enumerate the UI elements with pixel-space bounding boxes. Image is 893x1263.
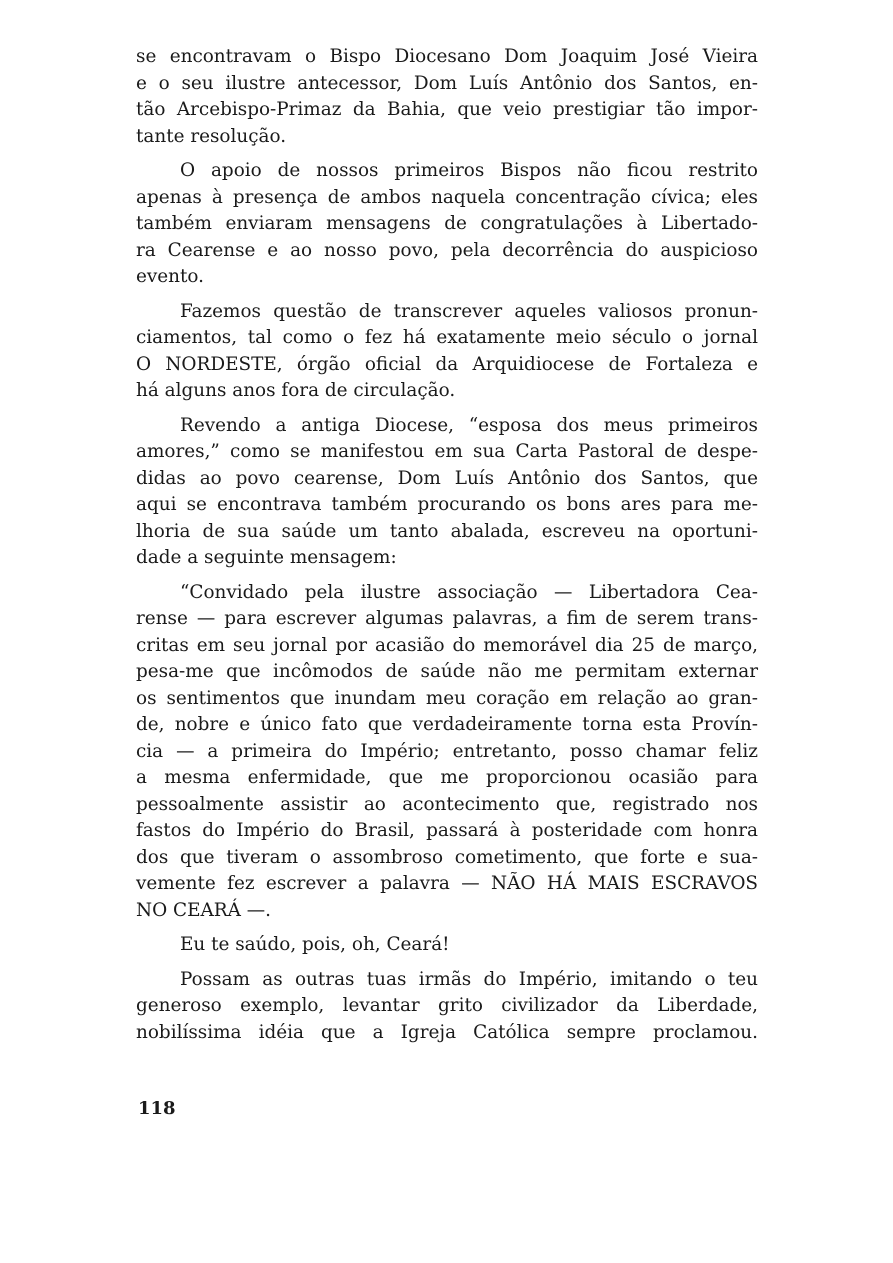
- text-line: pesa-me que incômodos de saúde não me permitam externar: [136, 661, 758, 682]
- paragraph: [136, 413, 758, 572]
- text-line: pessoalmente assistir ao acontecimento que, registrado nos: [136, 793, 758, 815]
- text-line: Revendo a antiga Diocese, “esposa dos meus primeiros: [180, 414, 758, 436]
- text-line: cia — a primeira do Império; entretanto, posso chamar feliz: [136, 740, 758, 762]
- text-line: “Convidado pela ilustre associação — Libertadora Cea-: [180, 581, 758, 603]
- text-line: e o seu ilustre antecessor, Dom Luís Antônio dos Santos, en-: [136, 72, 758, 94]
- text-line: fastos do Império do Brasil, passará à posteridade com honra: [136, 820, 758, 841]
- paragraph: [136, 44, 758, 150]
- text-line: apenas à presença de ambos naquela concentração cívica; eles: [136, 186, 758, 208]
- text-line: rense — para escrever algumas palavras, a fim de serem trans-: [136, 608, 758, 629]
- text-line: lhoria de sua saúde um tanto abalada, escreveu na oportuni-: [136, 520, 758, 542]
- text-line: O NORDESTE, órgão oficial da Arquidiocese de Fortaleza e: [136, 353, 758, 375]
- text-line: Eu te saúdo, pois, oh, Ceará!: [180, 934, 450, 955]
- paragraph: [136, 967, 758, 1047]
- text-line: dos que tiveram o assombroso cometimento, que forte e sua-: [136, 846, 758, 868]
- text-line: O apoio de nossos primeiros Bispos não ficou restrito: [180, 160, 758, 181]
- text-line: Fazemos questão de transcrever aqueles valiosos pronun-: [180, 300, 758, 322]
- text-line: aqui se encontrava também procurando os bons ares para me-: [136, 494, 758, 515]
- quoted-message: [136, 580, 758, 925]
- text-line: os sentimentos que inundam meu coração em relação ao gran-: [136, 687, 758, 709]
- text-line: amores,” como se manifestou em sua Carta Pastoral de despe-: [136, 441, 758, 462]
- text-line: Possam as outras tuas irmãs do Império, imitando o teu: [180, 968, 758, 990]
- text-line: a mesma enfermidade, que me proporcionou ocasião para: [136, 767, 758, 788]
- page-number: 118: [138, 1098, 176, 1119]
- text-line: ciamentos, tal como o fez há exatamente meio século o jornal: [136, 327, 758, 348]
- paragraph: [136, 158, 758, 291]
- text-line: tante resolução.: [136, 125, 287, 147]
- paragraph: [136, 299, 758, 405]
- text-line: vemente fez escrever a palavra — NÃO HÁ MAIS ESCRAVOS: [136, 873, 758, 894]
- text-line: nobilíssima idéia que a Igreja Católica sempre proclamou.: [136, 1021, 758, 1043]
- paragraph: [136, 932, 758, 959]
- text-line: também enviaram mensagens de congratulações à Libertado-: [136, 213, 758, 234]
- text-line: evento.: [136, 266, 204, 287]
- text-line: tão Arcebispo-Primaz da Bahia, que veio prestigiar tão impor-: [136, 99, 758, 120]
- text-line: ra Cearense e ao nosso povo, pela decorrência do auspicioso: [136, 239, 758, 261]
- text-line: dade a seguinte mensagem:: [136, 547, 397, 568]
- text-line: de, nobre e único fato que verdadeiramente torna esta Provín-: [136, 714, 758, 735]
- page-body: [136, 44, 758, 1054]
- text-line: didas ao povo cearense, Dom Luís Antônio dos Santos, que: [136, 467, 758, 489]
- text-line: generoso exemplo, levantar grito civilizador da Liberdade,: [136, 995, 758, 1016]
- text-line: NO CEARÁ —.: [136, 899, 272, 921]
- text-line: há alguns anos fora de circulação.: [136, 380, 456, 401]
- text-line: critas em seu jornal por acasião do memorável dia 25 de março,: [136, 634, 758, 656]
- text-line: se encontravam o Bispo Diocesano Dom Joaquim José Vieira: [136, 46, 758, 67]
